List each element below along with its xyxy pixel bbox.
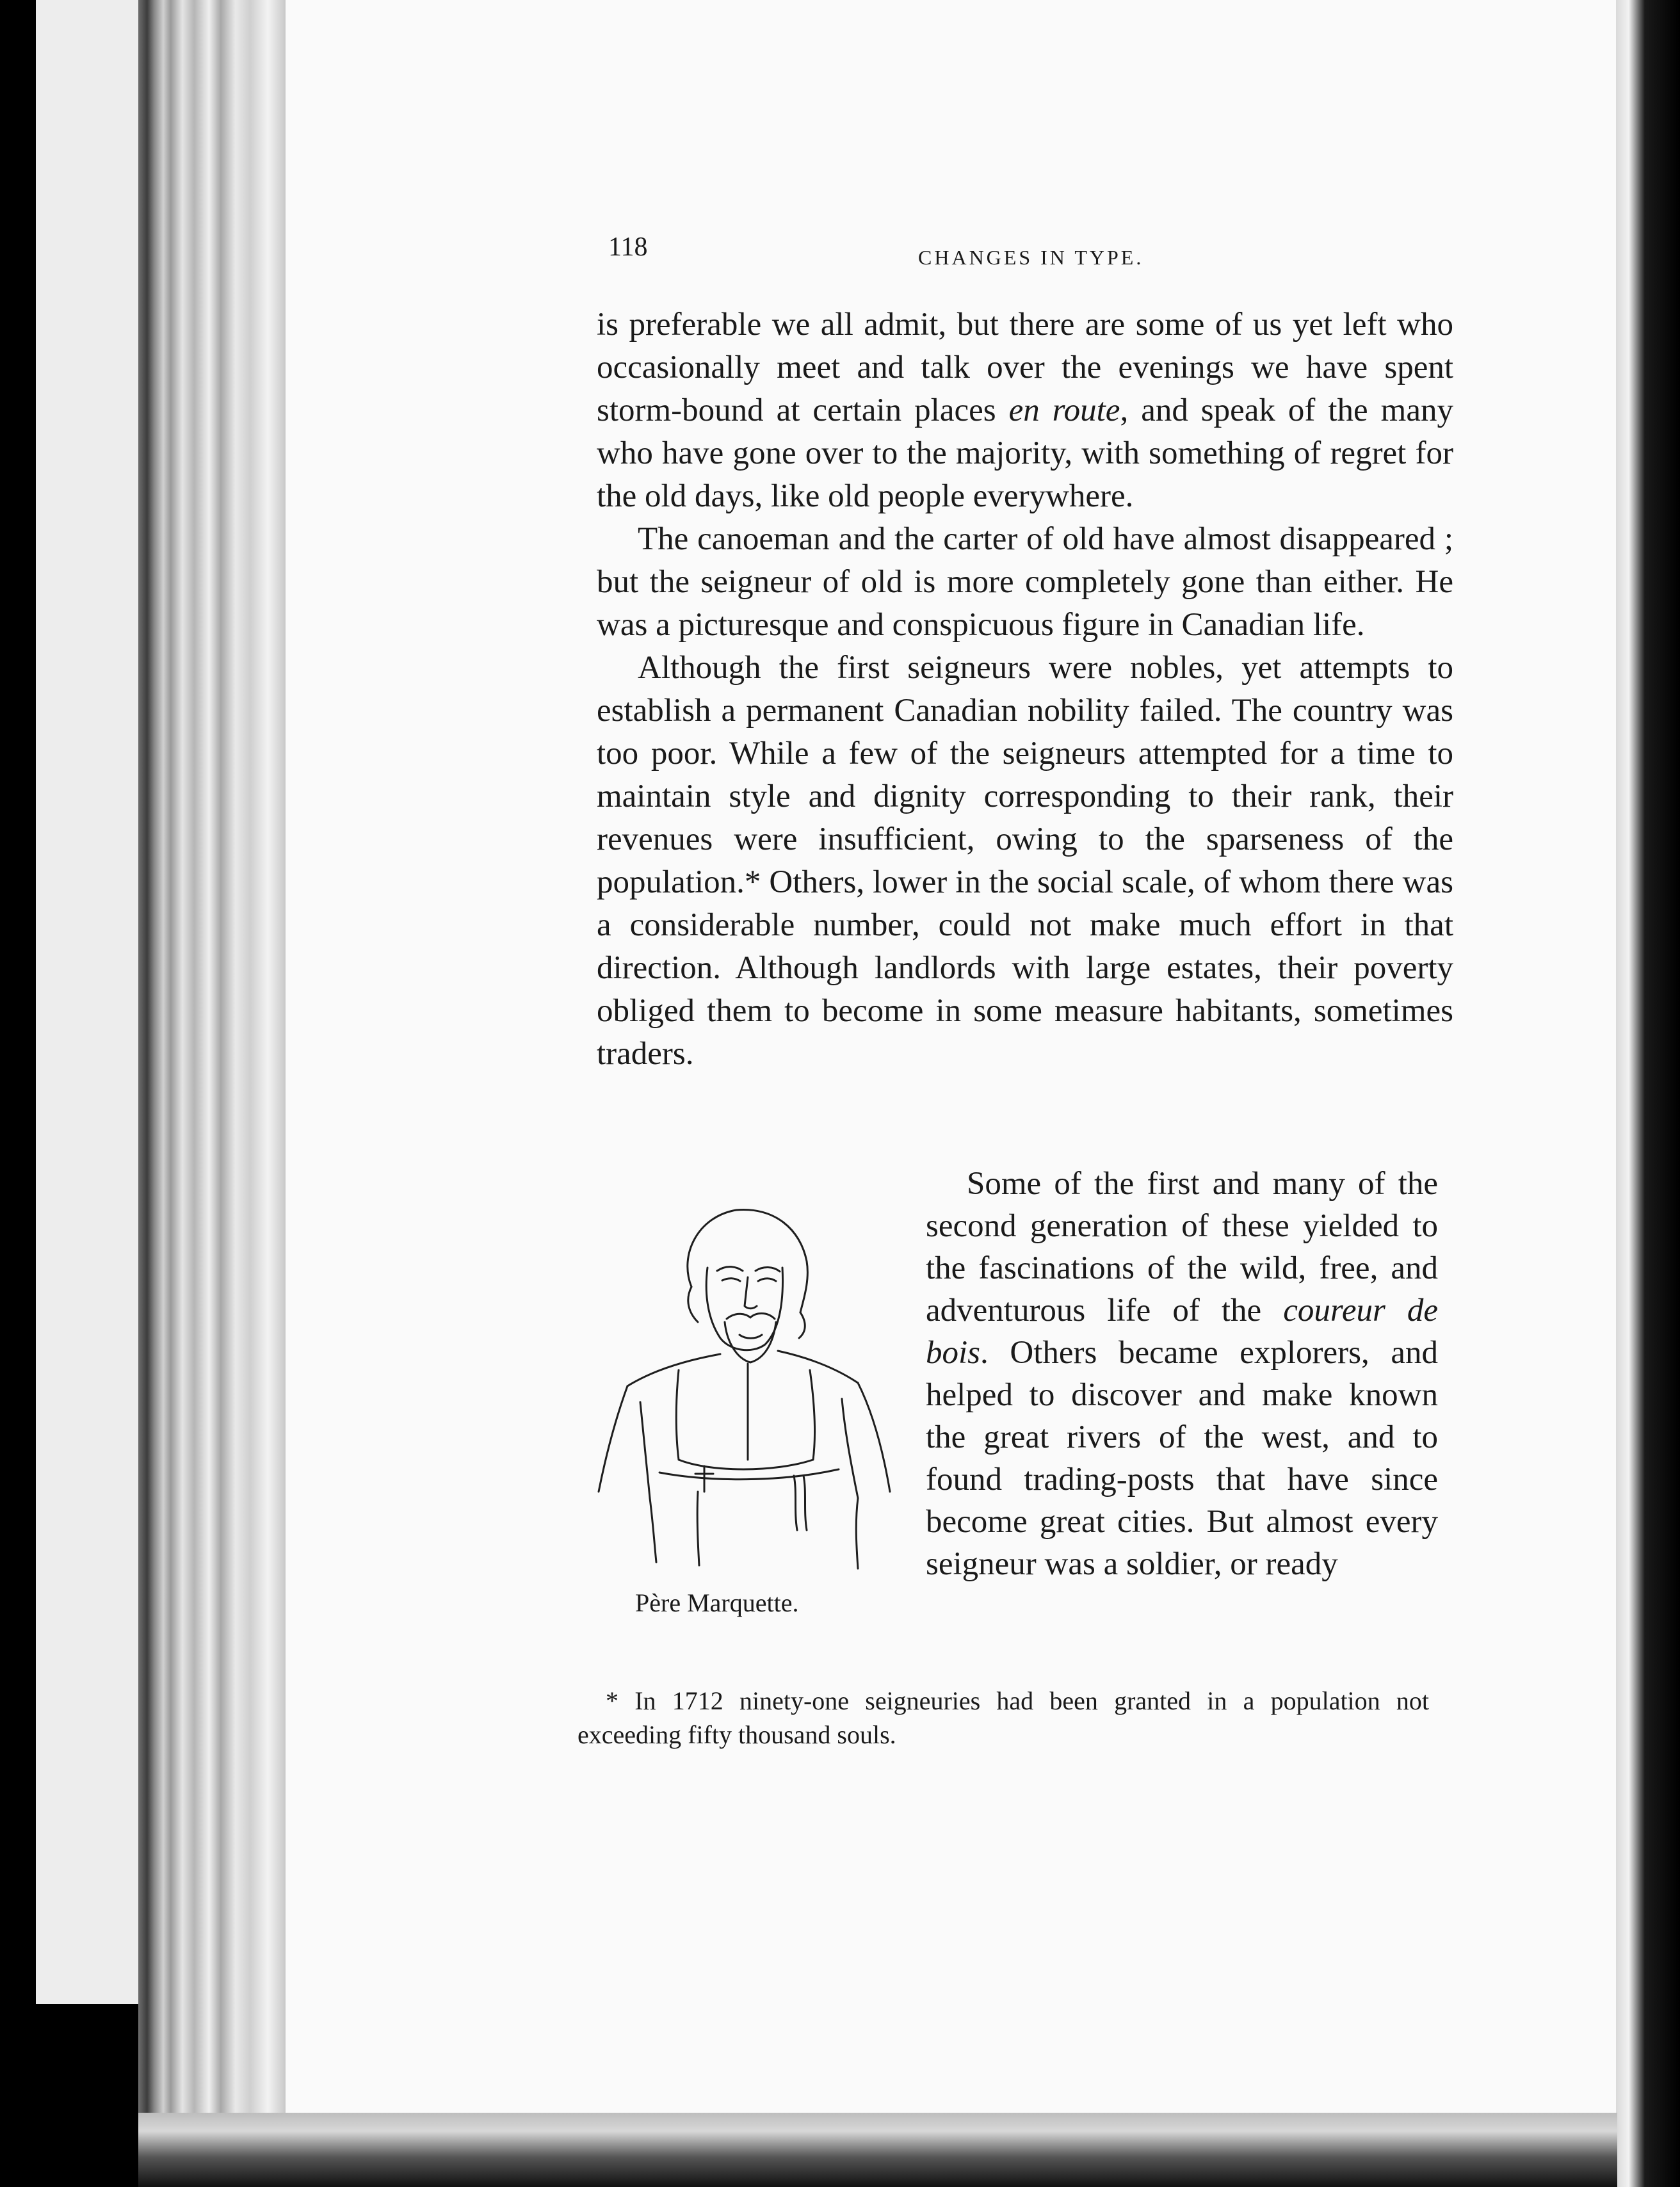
- page-number: 118: [608, 232, 648, 262]
- pere-marquette-portrait: [583, 1191, 903, 1575]
- paragraph-4-italic: coureur de bois: [926, 1293, 1438, 1371]
- paragraph-4-text-a: Some of the first and many of the second generation of these yielded to the fascinations of the wild, free, and adventurous life of the: [926, 1166, 1438, 1328]
- paragraph-4-text-b: . Others became explorers, and helped to discover and make known the great rivers of the west, and to found trading-posts that have since become great cities. But almost every seigneur was a soldier, or ready: [926, 1335, 1438, 1582]
- paragraph-1-text-a: is preferable we all admit, but there are some of us yet left who occasionally meet and talk over the evenings we have spent storm-bound at certain places: [597, 307, 1453, 428]
- footnote-text: * In 1712 ninety-one seigneuries had been granted in a population not exceeding fifty thousand souls.: [578, 1686, 1429, 1749]
- facing-page-strip: [36, 0, 138, 2004]
- paragraph-3: Although the first seigneurs were nobles, yet attempts to establish a permanent Canadian nobility failed. The country was too poor. While a few of the seigneurs attempted for a time to maintain style and dignity corresponding to their rank, their revenues were insufficient, owing to the sparseness of the population.* Others, lower in the social scale, of whom there was a considerable number, could not make much effort in that direction. Although landlords with large estates, their poverty obliged them to become in some measure habitants, sometimes traders.: [597, 650, 1453, 1072]
- book-page-edges: [138, 0, 286, 2119]
- running-head: CHANGES IN TYPE.: [918, 246, 1144, 269]
- paragraph-4: [926, 1163, 1438, 1585]
- paragraph-2: The canoeman and the carter of old have almost disappeared ; but the seigneur of old is more completely gone than either. He was a picturesque and conspicuous figure in Canadian life.: [597, 521, 1453, 643]
- paragraph-1-text-b: , and speak of the many who have gone over to the majority, with something of regret for the old days, like old people everywhere.: [597, 392, 1453, 514]
- paragraph-1-italic: en route: [1008, 392, 1120, 428]
- body-text: [597, 303, 1453, 1076]
- book-bottom-edge: [138, 2113, 1617, 2187]
- paragraph-1: [597, 303, 1453, 518]
- figure-caption: Père Marquette.: [635, 1588, 799, 1617]
- wrapped-paragraph-column: [926, 1163, 1438, 1585]
- footnote: [578, 1684, 1429, 1752]
- book-right-edge: [1616, 0, 1680, 2187]
